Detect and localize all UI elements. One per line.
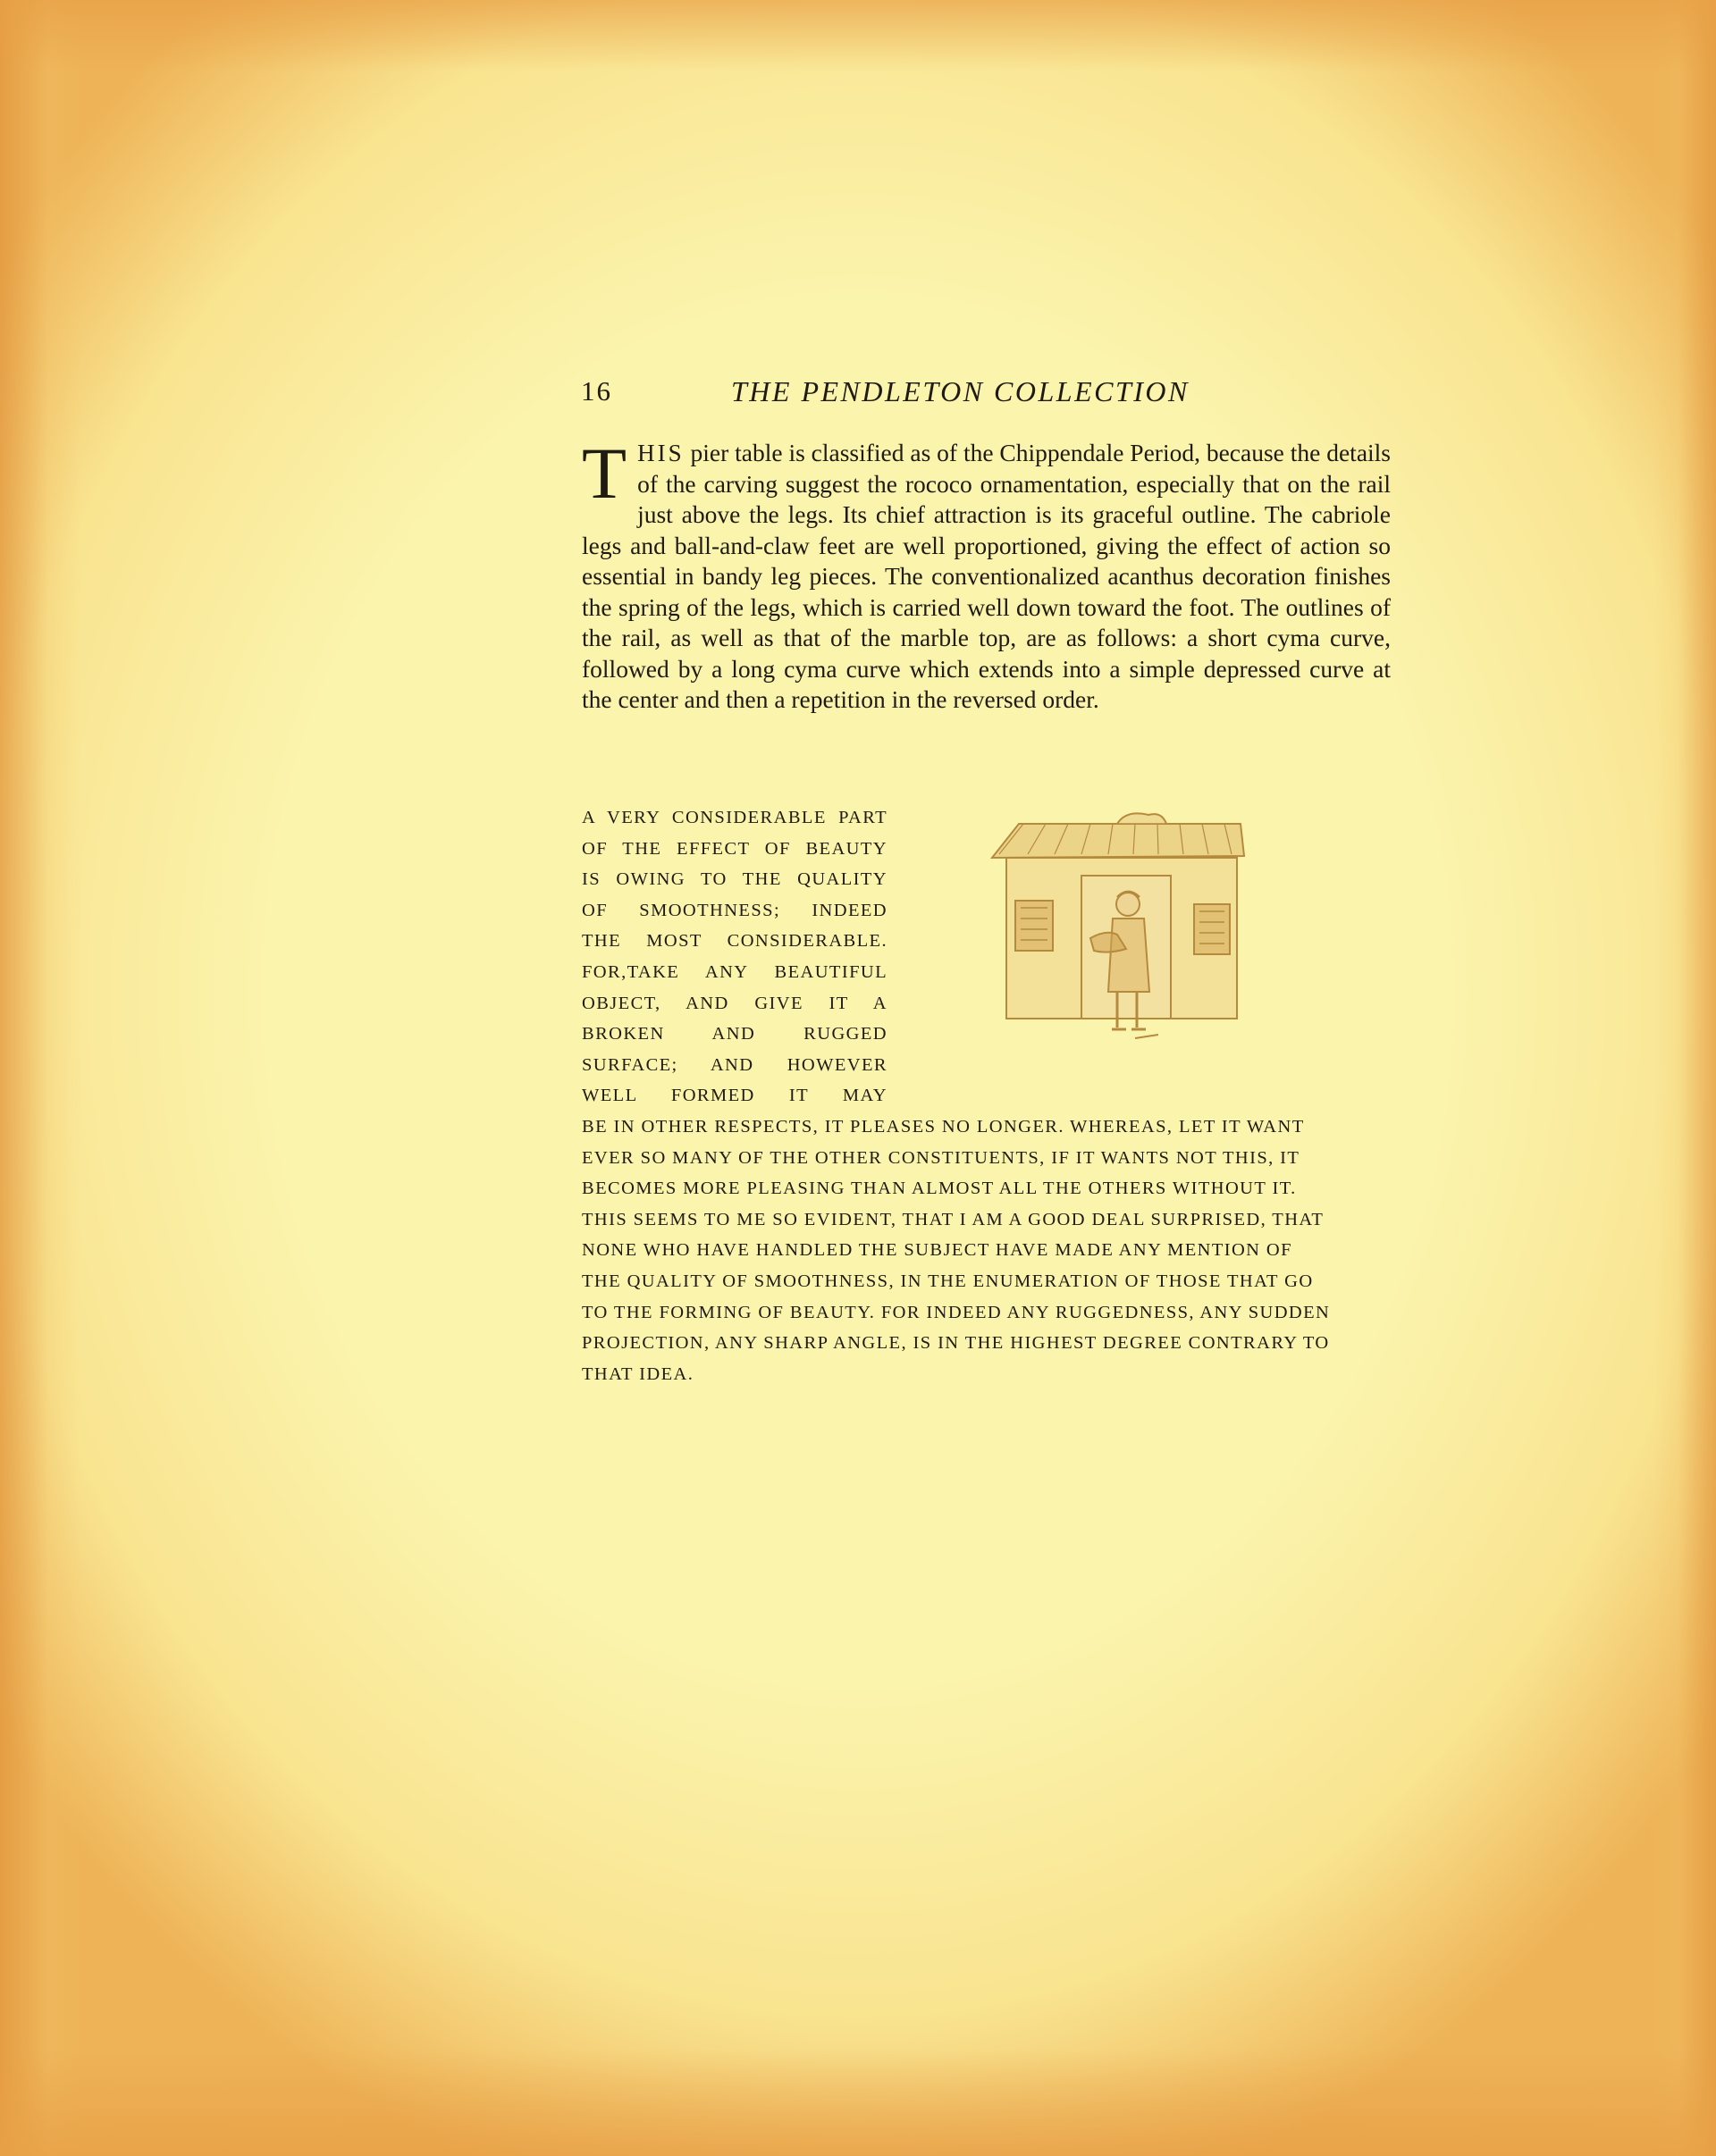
quotation-line: SURFACE; AND HOWEVER [582,1054,887,1075]
quotation-line: TO THE FORMING OF BEAUTY. FOR INDEED ANY RUGGEDNESS, ANY SUDDEN [582,1302,1331,1322]
quotation-line: THAT IDEA. [582,1363,694,1384]
quotation-line: OF SMOOTHNESS; INDEED [582,900,887,920]
quotation-line: BECOMES MORE PLEASING THAN ALMOST ALL THE OTHERS WITHOUT IT. [582,1179,1297,1199]
quotation-line: THE MOST CONSIDERABLE. [582,931,887,952]
quotation-line: IS OWING TO THE QUALITY [582,869,887,890]
quotation-line: A VERY CONSIDERABLE PART [582,808,887,827]
running-head [581,375,1233,415]
quotation-line: OF THE EFFECT OF BEAUTY [582,838,887,859]
page-number: 16 [581,375,612,407]
quotation-line: THE QUALITY OF SMOOTHNESS, IN THE ENUMERATION OF THOSE THAT GO [582,1271,1314,1291]
quotation-continuation [582,1112,1377,1389]
quotation-line: PROJECTION, ANY SHARP ANGLE, IS IN THE HIGHEST DEGREE CONTRARY TO [582,1333,1330,1354]
intro-text: pier table is classified as of the Chippendale Period, because the details of the carving suggest the rococo ornamentation, especially that on the rail just above the legs. Its chief attraction is its graceful outline. The cabriole legs and ball-and-claw feet are well proportioned, giving the effect of action so essential in bandy leg pieces. The conventionalized acanthus decoration finishes the spring of the legs, which is carried well down toward the foot. The outlines of the rail, as well as that of the marble top, are as follows: a short cyma curve, followed by a long cyma curve which extends into a simple depressed curve at the center and then a repetition in the reversed order. [582,439,1392,713]
page-edge-top [0,0,1716,71]
vignette-roof [992,824,1244,858]
page-edge-bottom [0,2049,1716,2156]
page-edge-right [1653,0,1716,2156]
quotation-line: THIS SEEMS TO ME SO EVIDENT, THAT I AM A GOOD DEAL SURPRISED, THAT [582,1209,1325,1229]
lead-word: HIS [637,440,685,466]
quotation-line: OBJECT, AND GIVE IT A [582,993,887,1013]
quotation-line: BROKEN AND RUGGED [582,1024,887,1044]
intro-paragraph [582,432,1392,716]
quotation-line: NONE WHO HAVE HANDLED THE SUBJECT HAVE MADE ANY MENTION OF [582,1240,1292,1261]
vignette-figure-body [1108,919,1149,992]
shop-vignette-illustration [983,804,1251,1063]
running-title: THE PENDLETON COLLECTION [731,375,1190,407]
quotation-column [582,802,887,1112]
quotation-block [582,802,1377,1389]
quotation-line: EVER SO MANY OF THE OTHER CONSTITUENTS, IF IT WANTS NOT THIS, IT [582,1147,1300,1168]
quotation-line: WELL FORMED IT MAY [582,1086,887,1106]
quotation-line: BE IN OTHER RESPECTS, IT PLEASES NO LONGER. WHEREAS, LET IT WANT [582,1116,1305,1137]
page-edge-left [0,0,80,2156]
quotation-line: FOR,TAKE ANY BEAUTIFUL [582,961,887,982]
drop-cap: T [582,432,627,514]
